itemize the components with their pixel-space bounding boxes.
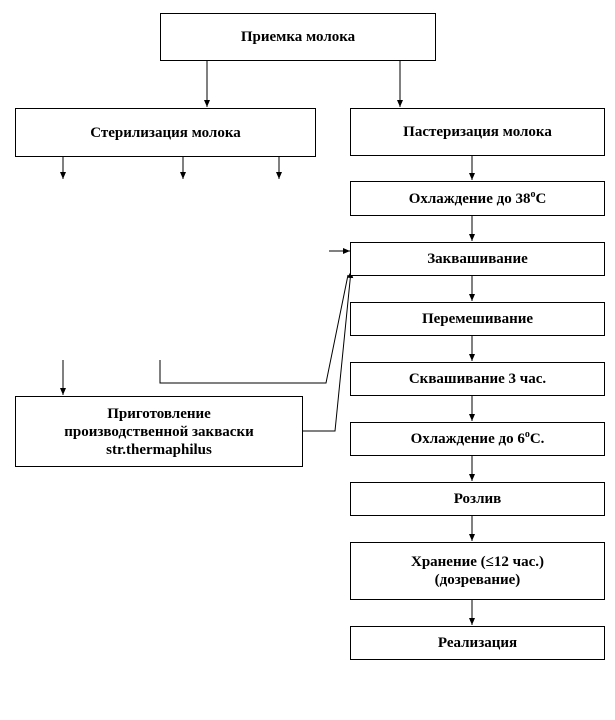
box-sterilize — [15, 108, 316, 157]
box-bottling-label: Розлив — [453, 491, 502, 507]
box-cool38-label — [409, 190, 547, 208]
cool6-text: Охлаждение до 6 — [410, 431, 525, 447]
box-cool38 — [350, 181, 605, 216]
box-starter-label — [64, 405, 254, 459]
box-cool6 — [350, 422, 605, 456]
box-souring — [350, 362, 605, 396]
storage-line-2: (дозревание) — [434, 572, 521, 588]
box-mixing-label: Перемешивание — [421, 311, 534, 327]
cool6-unit: С. — [529, 431, 545, 447]
box-ferment — [350, 242, 605, 276]
connector-to-ferment — [160, 275, 348, 383]
box-sterilize-label: Стерилизация молока — [90, 124, 241, 141]
starter-line-1: Приготовление — [107, 405, 211, 422]
box-receive — [160, 13, 436, 61]
starter-line-3: str.thermaphilus — [106, 441, 212, 458]
box-pasteurize-label: Пастеризация молока — [403, 124, 552, 140]
cool38-degree: o — [530, 188, 536, 200]
box-souring-label: Сквашивание 3 час. — [408, 371, 547, 387]
box-storage-label — [411, 553, 544, 589]
storage-line-1: Хранение (≤12 час.) — [410, 554, 544, 570]
box-mixing — [350, 302, 605, 336]
cool38-unit: С — [535, 190, 547, 207]
box-bottling — [350, 482, 605, 516]
box-cool6-label — [411, 430, 545, 448]
cool6-degree: o — [524, 429, 530, 440]
box-sale-label: Реализация — [437, 635, 518, 651]
box-starter — [15, 396, 303, 467]
box-pasteurize — [350, 108, 605, 156]
starter-line-2: производственной закваски — [64, 423, 254, 440]
box-ferment-label: Заквашивание — [427, 251, 528, 267]
box-storage — [350, 542, 605, 600]
cool38-text: Охлаждение до 38 — [408, 190, 531, 207]
box-receive-label: Приемка молока — [240, 29, 356, 45]
box-sale — [350, 626, 605, 660]
